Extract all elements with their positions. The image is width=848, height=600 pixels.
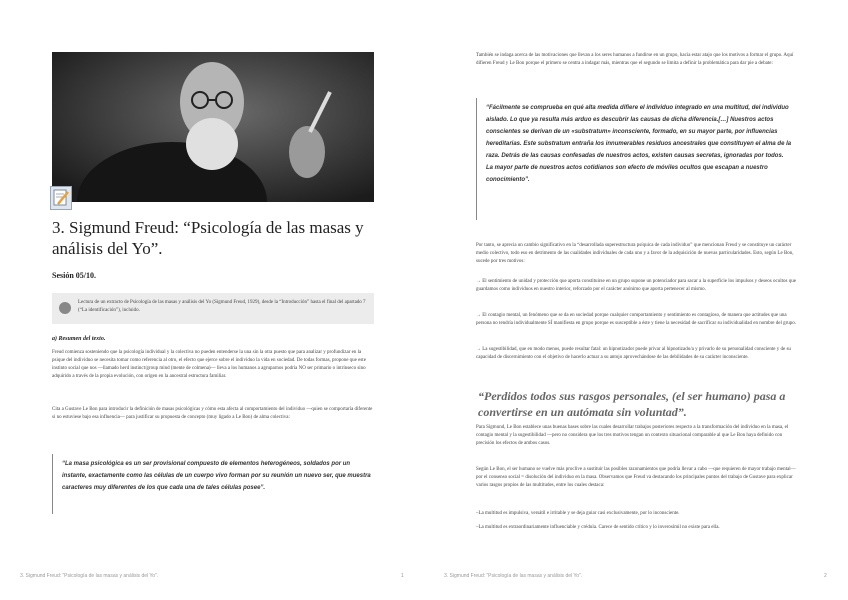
list-line: –La multitud es impulsiva, versátil e irritable y se deja guiar casi exclusivamente, por lo inconsciente. xyxy=(476,511,680,516)
reading-info-box xyxy=(52,293,374,324)
quote-bar xyxy=(476,98,477,220)
paragraph: Para Sigmund, Le Bon establece unas buenas bases sobre las cuales desarrollar trabajos posteriores respecto a la transformación del individuo en la masa, el contagio mental y la sugestibilidad —pero no considera que los tres motivos tengan un contexto situacional comparable al que Le Bon haya definido con precisión los efectos de ambos casos. xyxy=(476,425,789,446)
paragraph: También se indaga acerca de las motivaciones que llevan a los seres humanos a fundirse en un grupo, hacia estar atajo que los motivos a formar el grupo. Aquí difieren Freud y Le Bon porque el primero se centra a indagar más, mientras que el segundo se limita a definir la problemática para dar pie a debate: xyxy=(476,53,794,66)
page-footer: 3. Sigmund Freud: “Psicología de las masas y análisis del Yo”. xyxy=(444,573,583,579)
page-number: 2 xyxy=(824,573,827,579)
paragraph: Freud comienza sosteniendo que la psicología individual y la colectiva no pueden entenderse la una sin la otra puesto que para analizar y profundizar en la psique del individuo se necesita tomar como referencia al otro, el efecto que ejerce sobre el individuo la vida en sociedad. De todas formas, propone que este instinto social que nos —llamado herd instinct/group mind (mente de colmena)— lleva a los humanos a agruparnos podría NO ser primario o intrínseco sino adquirido a través de la propia evolución, con origen en la ancestral estructura familiar. xyxy=(52,350,366,379)
block-quote: “La masa psicológica es un ser provisional compuesto de elementos heterogéneos, soldados por un instante, exactamente como las células de un cuerpo vivo forman por su reunión un nuevo ser, que muestra caracteres muy diferentes de los que cada una de tales células posee”. xyxy=(62,461,371,491)
session-label: Sesión 05/10. xyxy=(52,271,97,280)
pull-quote: “Perdidos todos sus rasgos personales, (el ser humano) pasa a convertirse en un autómata sin voluntad”. xyxy=(478,389,786,419)
info-icon xyxy=(59,302,71,314)
bullet-item: → La sugestibilidad, que en modo menos, puede resultar fatal: un hipnotizador puede privar al hipnotizado/a y privarlo de su personalidad consciente y de su capacidad de discernimiento con el objetivo de hacerlo actuar a su antojo aprovechándose de las debilidades de su carácter inconsciente. xyxy=(476,347,791,360)
paragraph: Según Le Bon, el ser humano se vuelve más proclive a sustituir las posibles razonamientos que podría llevar a cabo —que requieren de mayor trabajo mental— por el consenso social = disolución del individuo en la masa. Observamos que Freud va destacando los principales puntos del trabajo de Gustave para explicar varios rasgos propios de las multitudes, entre los cuales destaca: xyxy=(476,467,796,488)
bullet-item: → El contagio mental, un fenómeno que se da en sociedad porque cualquier comportamiento y sentimiento es contagioso, de manera que actitudes que una persona no tendría individualmente SÍ manifiesta en grupo porque es susceptible a éste y tiene la necesidad de sacrificar su individualidad en nombre del grupo. xyxy=(476,313,797,326)
reading-info-text: Lectura de un extracto de Psicología de las masas y análisis del Yo (Sigmund Freud, 1929), desde la “Introducción” hasta el final del apartado 7 (“La identificación”), incluido. xyxy=(78,300,366,313)
bullet-item: → El sentimiento de unidad y protección que aporta constituirse en un grupo supone un potenciador para sacar a la superficie los impulsos y deseos ocultos que guardamos como individuos en nuestro interior, reforzado por el carácter anónimo que aporta pertenecer al mismo. xyxy=(476,279,796,292)
block-quote: “Fácilmente se comprueba en qué alta medida difiere el individuo integrado en una multitud, del individuo aislado. Lo que ya resulta más arduo es descubrir las causas de dicha diferencia.[…] Nuestros actos conscientes se derivan de un «substratum» inconsciente, formado, en su mayor parte, por influencias hereditarias. Este substratum entraña los innumerables residuos ancestrales que constituyen el alma de la raza. Detrás de las causas confesadas de nuestros actos, existen causas secretas, ignoradas por todos. La mayor parte de nuestros actos cotidianos son efecto de móviles ocultos que escapan a nuestro conocimiento”. xyxy=(486,105,792,183)
paragraph: Cita a Gustave Le Bon para introducir la definición de masas psicológicas y cómo esta afecta al comportamiento del individuo —quien se comportaría diferente si no estuviese bajo esa influencia— para justificar su propuesta de concepto (muy ligado a Le Bon) de alma colectiva: xyxy=(52,407,373,420)
quote-bar xyxy=(52,454,53,514)
chapter-title: 3. Sigmund Freud: “Psicología de las masas y análisis del Yo”. xyxy=(52,218,364,258)
section-heading: a) Resumen del texto. xyxy=(52,336,106,342)
freud-portrait xyxy=(52,52,374,202)
paragraph: Por tanto, se aprecia un cambio significativo en la “desarrollada superestructura psíquica de cada individuo” que mencionan Freud y se constituye un carácter medio colectivo, todo eso en detrimento de las cualidades individuales de cada uno y a favor de la adquisición de nuevas particularidades. Esto, según Le Bon, sucede por tres motivos: xyxy=(476,243,794,264)
page-number: 1 xyxy=(401,573,404,579)
page-footer: 3. Sigmund Freud: “Psicología de las masas y análisis del Yo”. xyxy=(20,573,159,579)
edit-document-icon[interactable] xyxy=(50,186,72,210)
list-line: –La multitud es extraordinariamente influenciable y crédula. Carece de sentido crítico y lo inverosímil no existe para ella. xyxy=(476,525,720,530)
